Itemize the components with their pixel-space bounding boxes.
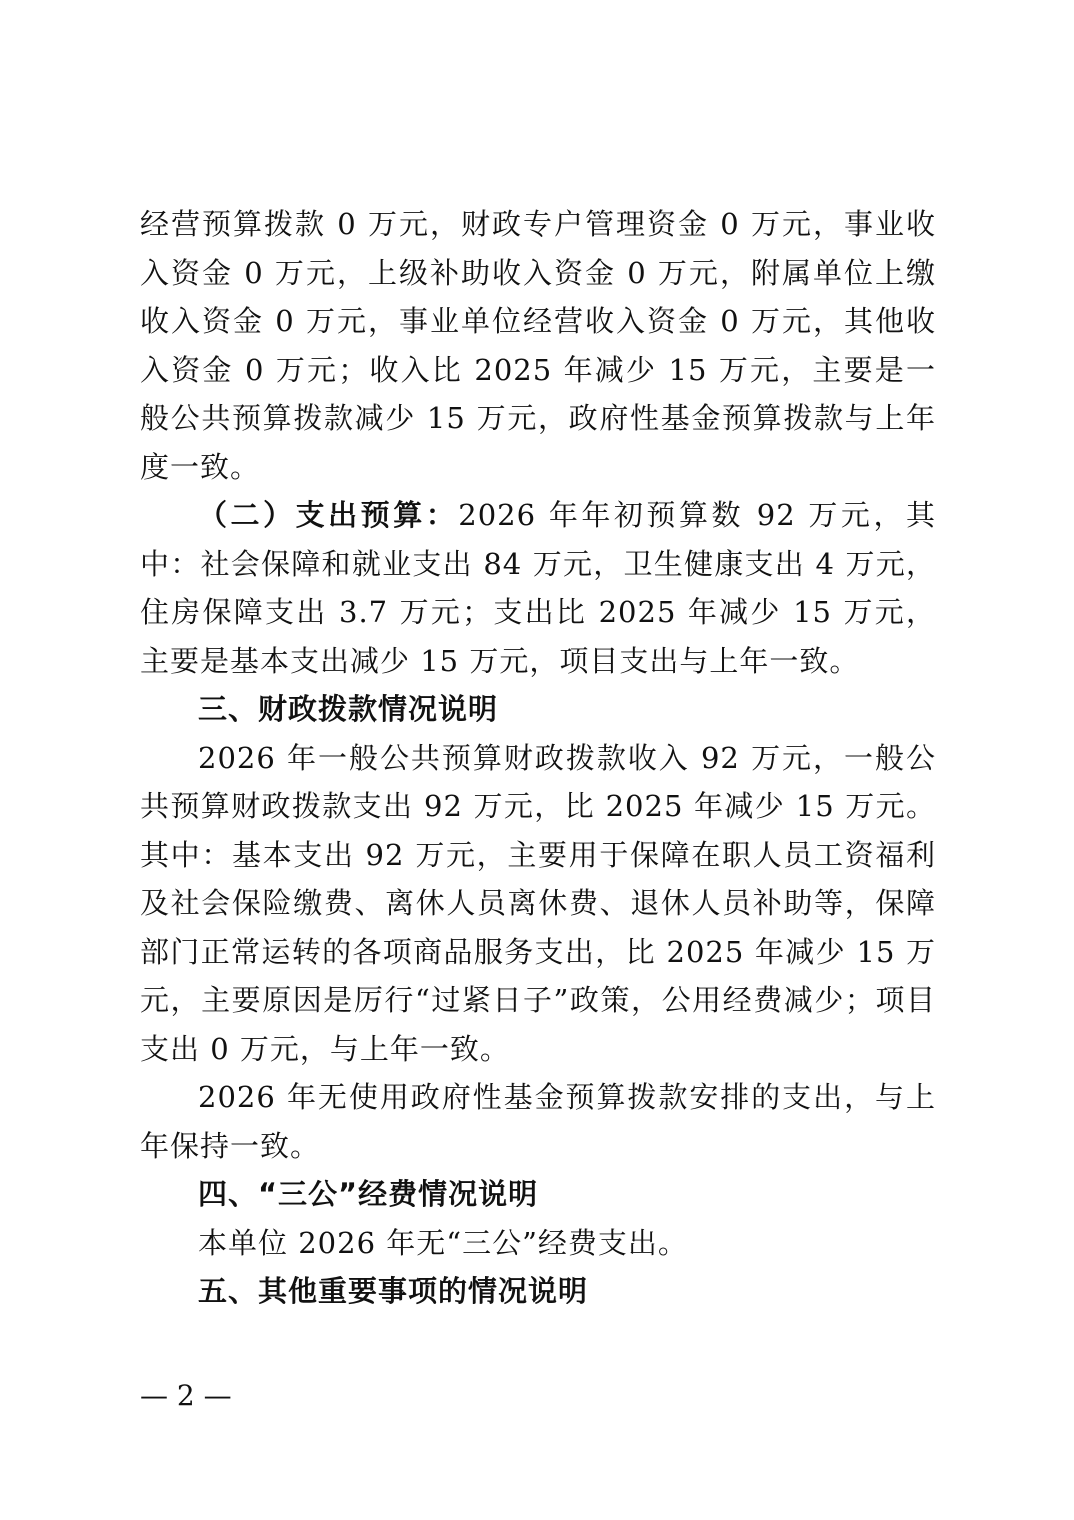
paragraph-expenditure-budget [140, 491, 936, 685]
document-body [140, 200, 936, 1316]
paragraph-income-budget-continued: 经营预算拨款 0 万元，财政专户管理资金 0 万元，事业收入资金 0 万元，上级补助收入资金 0 万元，附属单位上缴收入资金 0 万元，事业单位经营收入资金 0 万元，其他收入资金 0 万元；收入比 2025 年减少 15 万元，主要是一般公共预算拨款减少 15 万元，政府性基金预算拨款与上年度一致。 [140, 207, 936, 484]
subsection-label-expenditure: （二）支出预算： [198, 498, 459, 532]
paragraph-government-fund: 2026 年无使用政府性基金预算拨款安排的支出，与上年保持一致。 [140, 1080, 936, 1163]
expenditure-budget-text: 2026 年年初预算数 92 万元，其中：社会保障和就业支出 84 万元，卫生健康支出 4 万元，住房保障支出 3.7 万元；支出比 2025 年减少 15 万元，主要是基本支出减少 15 万元，项目支出与上年一致。 [140, 498, 936, 678]
paragraph-three-public-expenses: 本单位 2026 年无“三公”经费支出。 [198, 1225, 688, 1260]
page-number: — 2 — [140, 1379, 232, 1412]
section-heading-three-public-expenses: 四、“三公”经费情况说明 [198, 1177, 539, 1211]
section-heading-fiscal-appropriation: 三、财政拨款情况说明 [198, 692, 499, 726]
section-heading-other-matters: 五、其他重要事项的情况说明 [198, 1274, 589, 1308]
paragraph-general-budget: 2026 年一般公共预算财政拨款收入 92 万元，一般公共预算财政拨款支出 92 万元，比 2025 年减少 15 万元。其中：基本支出 92 万元，主要用于保障在职人员工资福利及社会保险缴费、离休人员离休费、退休人员补助等，保障部门正常运转的各项商品服务支出，比 2025 年减少 15 万元，主要原因是厉行“过紧日子”政策，公用经费减少；项目支出 0 万元，与上年一致。 [140, 740, 936, 1066]
